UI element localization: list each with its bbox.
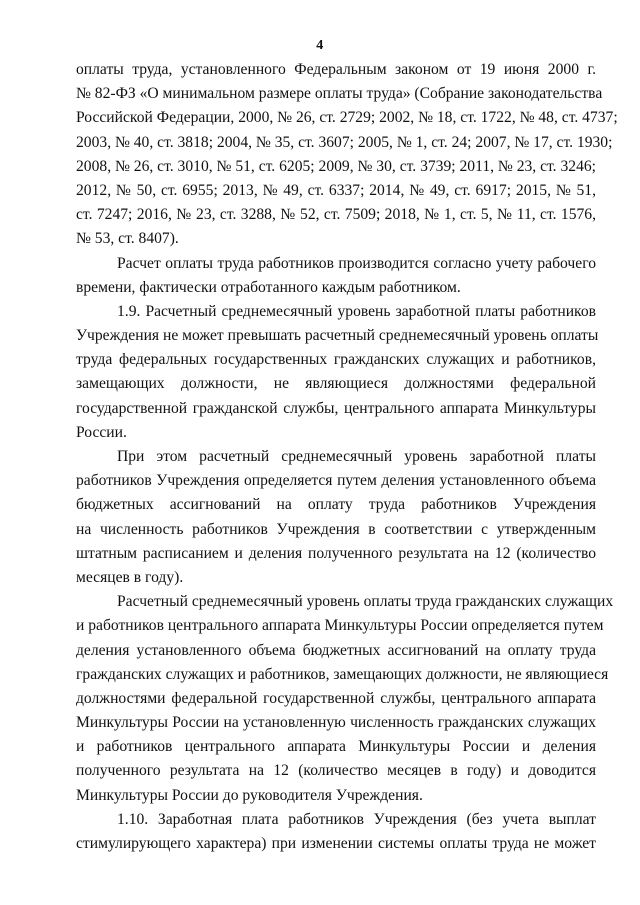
text-line: бюджетных ассигнований на оплату труда работников Учреждения xyxy=(76,496,596,514)
text-line: Учреждения не может превышать расчетный среднемесячный уровень оплаты xyxy=(76,327,599,345)
text-line: № 53, ст. 8407). xyxy=(76,230,179,248)
paragraph-calculation-method xyxy=(76,445,596,590)
text-line: на численность работников Учреждения в соответствии с утвержденным xyxy=(76,520,596,538)
text-line: 2003, № 40, ст. 3818; 2004, № 35, ст. 3607; 2005, № 1, ст. 24; 2007, № 17, ст. 1930; xyxy=(76,133,613,151)
page-number: 4 xyxy=(316,38,324,53)
text-line: Расчет оплаты труда работников производится согласно учету рабочего xyxy=(117,254,596,272)
text-line: месяцев в году). xyxy=(76,568,184,586)
document-body xyxy=(76,58,618,856)
paragraph-continuation xyxy=(76,58,618,252)
text-line: и работников центрального аппарата Минкультуры России и деления xyxy=(76,738,596,756)
text-line: гражданских служащих и работников, замещающих должности, не являющиеся xyxy=(76,665,609,683)
text-line: штатным расписанием и деления полученного результата на 12 (количество xyxy=(76,544,596,562)
text-line: оплаты труда, установленного Федеральным законом от 19 июня 2000 г. xyxy=(76,61,596,78)
text-line: государственной гражданской службы, центрального аппарата Минкультуры xyxy=(76,399,596,417)
text-line: работников Учреждения определяется путем деления установленного объема xyxy=(76,472,596,490)
text-line: Минкультуры России на установленную численность гражданских служащих xyxy=(76,714,596,732)
text-line: № 82-ФЗ «О минимальном размере оплаты труда» (Собрание законодательства xyxy=(76,85,603,103)
text-line: 2008, № 26, ст. 3010, № 51, ст. 6205; 2009, № 30, ст. 3739; 2011, № 23, ст. 3246; xyxy=(76,157,596,175)
text-line: Минкультуры России до руководителя Учреждения. xyxy=(76,786,423,804)
text-line: России. xyxy=(76,423,127,441)
text-line: 1.9. Расчетный среднемесячный уровень заработной платы работников xyxy=(117,302,596,320)
text-line: При этом расчетный среднемесячный уровень заработной платы xyxy=(117,448,596,465)
text-line: 1.10. Заработная плата работников Учреждения (без учета выплат xyxy=(117,810,596,828)
text-line: 2012, № 50, ст. 6955; 2013, № 49, ст. 6337; 2014, № 49, ст. 6917; 2015, № 51, xyxy=(76,181,596,199)
text-line: Российской Федерации, 2000, № 26, ст. 2729; 2002, № 18, ст. 1722, № 48, ст. 4737; xyxy=(76,109,618,127)
text-line: должностями федеральной государственной службы, центрального аппарата xyxy=(76,689,596,707)
text-line: деления установленного объема бюджетных ассигнований на оплату труда xyxy=(76,641,596,659)
paragraph-clause-1-10 xyxy=(76,808,596,856)
text-line: замещающих должности, не являющиеся должностями федеральной xyxy=(76,375,596,393)
paragraph-civil-servants-level xyxy=(76,590,614,808)
text-line: времени, фактически отработанного каждым работником. xyxy=(76,278,461,296)
text-line: Расчетный среднемесячный уровень оплаты труда гражданских служащих xyxy=(117,593,614,611)
text-line: стимулирующего характера) при изменении системы оплаты труда не может xyxy=(76,835,596,852)
paragraph-payroll-calculation xyxy=(76,252,596,300)
text-line: ст. 7247; 2016, № 23, ст. 3288, № 52, ст. 7509; 2018, № 1, ст. 5, № 11, ст. 1576, xyxy=(76,206,596,224)
text-line: полученного результата на 12 (количество месяцев в году) и доводится xyxy=(76,762,596,780)
text-line: и работников центрального аппарата Минкультуры России определяется путем xyxy=(76,617,604,635)
paragraph-clause-1-9 xyxy=(76,300,599,445)
text-line: труда федеральных государственных гражданских служащих и работников, xyxy=(76,351,596,369)
